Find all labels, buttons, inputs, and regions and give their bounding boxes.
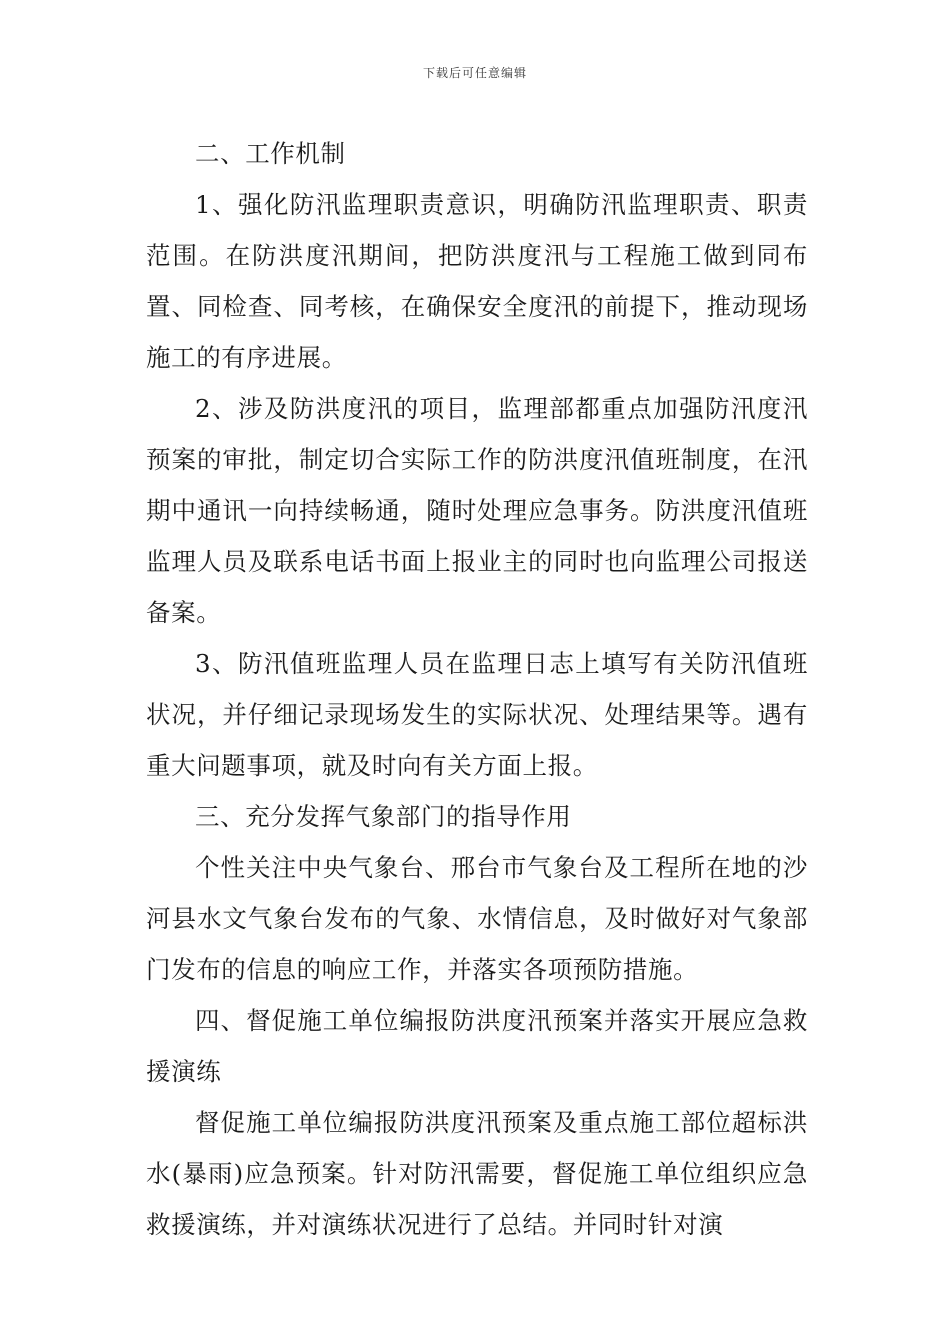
paragraph-2: 2、涉及防洪度汛的项目，监理部都重点加强防汛度汛预案的审批，制定切合实际工作的防洪度汛值班制度，在汛期中通讯一向持续畅通，随时处理应急事务。防洪度汛值班监理人员及联系电话书面上报业主的同时也向监理公司报送备案。 <box>146 394 808 627</box>
paragraph-emergency-plan: 督促施工单位编报防洪度汛预案及重点施工部位超标洪水(暴雨)应急预案。针对防汛需要，督促施工单位组织应急救援演练，并对演练状况进行了总结。并同时针对演 <box>146 1108 808 1239</box>
section-heading-meteorology: 三、充分发挥气象部门的指导作用 <box>195 802 572 831</box>
header-note: 下载后可任意编辑 <box>422 66 527 80</box>
section-heading-work-mechanism: 二、工作机制 <box>195 139 346 168</box>
paragraph-meteorology: 个性关注中央气象台、邢台市气象台及工程所在地的沙河县水文气象台发布的气象、水情信息，及时做好对气象部门发布的信息的响应工作，并落实各项预防措施。 <box>146 853 808 984</box>
section-heading-emergency-plan: 四、督促施工单位编报防洪度汛预案并落实开展应急救援演练 <box>146 1006 808 1086</box>
paragraph-3: 3、防汛值班监理人员在监理日志上填写有关防汛值班状况，并仔细记录现场发生的实际状况、处理结果等。遇有重大问题事项，就及时向有关方面上报。 <box>146 649 808 780</box>
document-body <box>146 128 808 1250</box>
paragraph-1: 1、强化防汛监理职责意识，明确防汛监理职责、职责范围。在防洪度汛期间，把防洪度汛与工程施工做到同布置、同检查、同考核，在确保安全度汛的前提下，推动现场施工的有序进展。 <box>146 190 808 372</box>
